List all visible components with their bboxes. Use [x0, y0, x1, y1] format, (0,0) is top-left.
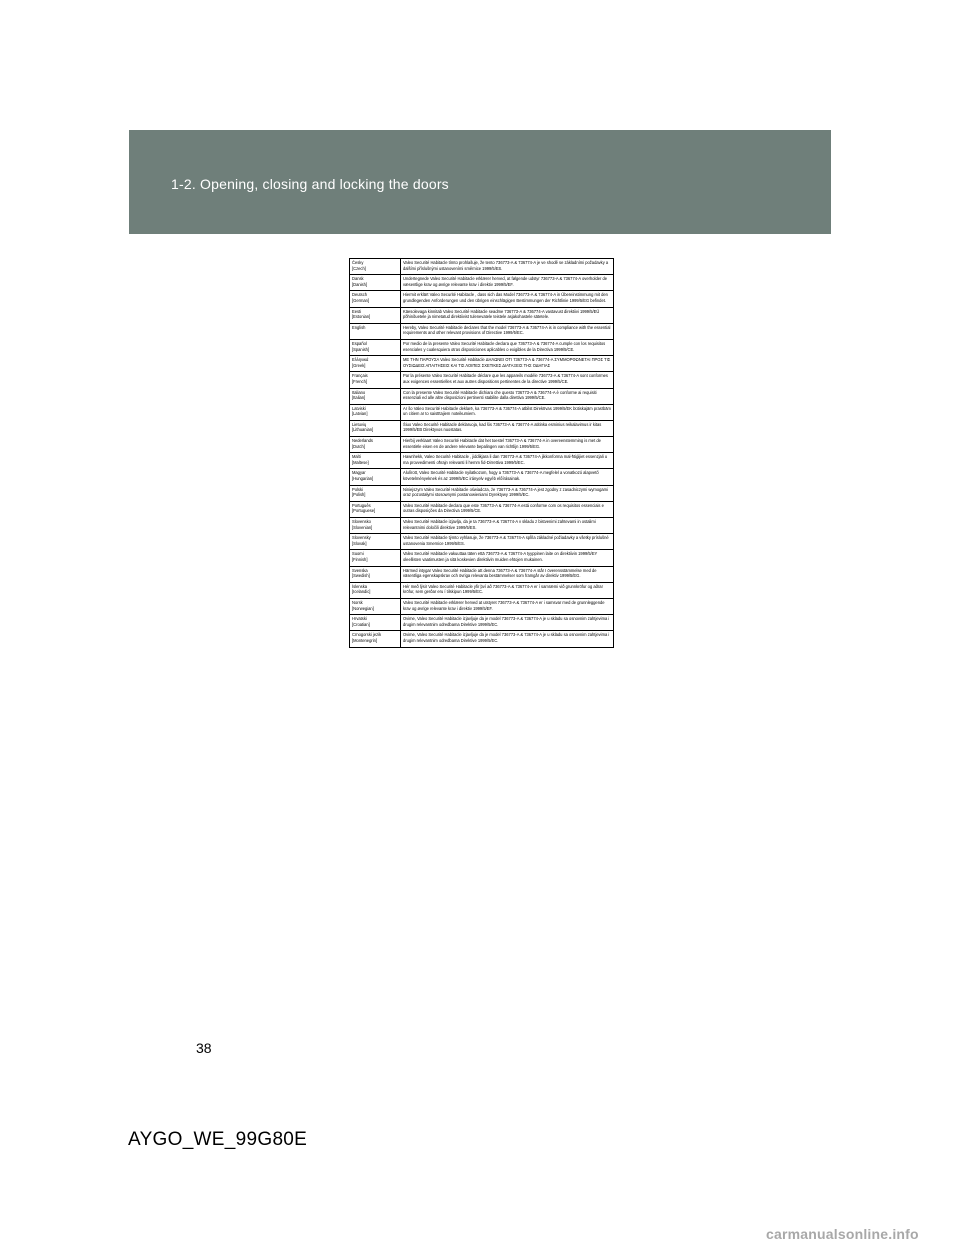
table-row — [350, 518, 614, 534]
language-cell — [350, 420, 401, 436]
table-row — [350, 501, 614, 517]
table-row — [350, 615, 614, 631]
declaration-text: Käesolevaga kinnitab Valeo Securité Habitacle seadme 736773-A & 736774-A vastavust direktiivi 1999/5/EÜ põhinõuetele ja nimetatud direktiivist tulenevatele teistele asjakohastele sätetele. — [401, 307, 614, 323]
language-cell — [350, 291, 401, 307]
language-cell — [350, 550, 401, 566]
table-row — [350, 291, 614, 307]
language-cell — [350, 615, 401, 631]
section-title: 1-2. Opening, closing and locking the doors — [171, 176, 449, 192]
table-row — [350, 259, 614, 275]
language-code: [Montenegrin] — [352, 637, 378, 643]
language-code: [Polish] — [352, 492, 366, 498]
language-code: [Latvian] — [352, 411, 368, 417]
language-code: [Greek] — [352, 362, 366, 368]
language-name: Slovensko — [352, 519, 371, 524]
language-name: Suomi — [352, 551, 364, 557]
page-number: 38 — [196, 1040, 212, 1056]
table-row — [350, 307, 614, 323]
language-code: [Dutch] — [352, 443, 365, 449]
declaration-text: Undertegnede Valeo Securité Habitacle erklærer herved, at følgende udstyr 736773-A & 736774-A overholder de væsentlige krav og øvrige relevante krav i direktiv 1999/5/EF. — [401, 275, 614, 291]
language-name: Eesti — [352, 308, 362, 314]
language-cell — [350, 631, 401, 647]
language-cell — [350, 275, 401, 291]
declaration-text: Šiuo Valeo Securité Habitacle deklaruoja, kad šis 736773-A & 736774-A atitinka esminius reikalavimus ir kitas 1999/5/EB Direktyvos nuostatas. — [401, 420, 614, 436]
language-code: [Italian] — [352, 395, 366, 401]
declaration-text: Par la présente Valeo Securité Habitacle déclare que les appareils modèle 736773-A & 736774-A sont conformes aux exigences essentielles et aux autres dispositions pertinentes de la directive 1999/5/CE. — [401, 372, 614, 388]
language-code: [Czech] — [352, 265, 366, 271]
language-cell — [350, 388, 401, 404]
table-row — [350, 437, 614, 453]
language-code: [Estonian] — [352, 314, 371, 320]
language-name: Svenska — [352, 567, 368, 573]
declaration-text: Valeo Securité Habitacle týmto vyhlasuje, že 736773-A & 736774-A spĺňa základné požiadavky a všetky príslušné ustanovenia Smernice 1999/5/ES. — [401, 534, 614, 550]
watermark: carmanualsonline.info — [766, 1226, 919, 1242]
language-cell — [350, 356, 401, 372]
language-code: [Slovenian] — [352, 524, 373, 530]
language-cell — [350, 259, 401, 275]
declaration-text: Valeo Securité Habitacle declara que este 736773-A & 736774-A está conforme com os requisitos essenciais e outras disposições da Directiva 1999/5/CE. — [401, 501, 614, 517]
language-cell — [350, 307, 401, 323]
language-name: Malti — [352, 454, 361, 460]
language-cell — [350, 323, 401, 339]
language-name: English — [352, 324, 366, 330]
table-row — [350, 631, 614, 647]
declaration-text: Ar šo Valeo Securité Habitacle deklarē, ka 736773-A & 736774-A atbilst Direktīvas 1999/5/EK būtiskajām prasībām un citiem ar to saistītajiem noteikumiem. — [401, 404, 614, 420]
declaration-text: Alulírott, Valeo Securité Habitacle nyilatkozom, hogy a 736773-A & 736774-A megfelel a vonatkozó alapvetõ követelményeknek és az 1999/5/EC irányelv egyéb előírásainak. — [401, 469, 614, 485]
language-cell — [350, 404, 401, 420]
language-cell — [350, 437, 401, 453]
language-code: [Hungarian] — [352, 476, 374, 482]
declaration-text: ΜΕ ΤΗΝ ΠΑΡΟΥΣΑ Valeo Securité Habitacle ΔΗΛΩΝΕΙ ΟΤΙ 736773-A & 736774-A ΣΥΜΜΟΡΦΩΝΕΤΑΙ ΠΡΟΣ ΤΙΣ ΟΥΣΙΩΔΕΙΣ ΑΠΑΙΤΗΣΕΙΣ ΚΑΙ ΤΙΣ ΛΟΙΠΕΣ ΣΧΕΤΙΚΕΣ ΔΙΑΤΑΞΕΙΣ ΤΗΣ ΟΔΗΓΙΑΣ — [401, 356, 614, 372]
language-cell — [350, 582, 401, 598]
language-cell — [350, 469, 401, 485]
language-name: Polski — [352, 486, 363, 492]
declaration-text: Con la presente Valeo Securité Habitacle dichiara che questo 736773-A & 736774-A è conforme ai requisiti essenziali ed alle altre disposizioni pertinenti stabilite dalla direttiva 1999/5/CE. — [401, 388, 614, 404]
table-row — [350, 534, 614, 550]
language-code: [Norwegian] — [352, 605, 374, 611]
language-code: [German] — [352, 297, 370, 303]
declaration-text: Hawnhekk, Valeo Securité Habitacle , jiddikjara li dan 736773-A & 736774-A jikkonforma mal-ħtiġijiet essenzjali u ma provvedimenti oħrajn relevanti li hemm fid-Dirrettiva 1999/5/EC. — [401, 453, 614, 469]
language-name: Lietuvių — [352, 421, 367, 427]
declaration-text: Härmed intygar Valeo Securité Habitacle att denna 736773-A & 736774-A står I överensstämmelse med de väsentliga egenskapskrav och övriga relevanta bestämmelser som framgår av direktiv 1999/5/EG. — [401, 566, 614, 582]
language-name: Slovensky — [352, 535, 371, 541]
language-cell — [350, 598, 401, 614]
language-name: Česky — [352, 260, 364, 265]
declaration-table — [349, 258, 614, 648]
language-code: [French] — [352, 378, 368, 384]
table-row — [350, 453, 614, 469]
language-cell — [350, 534, 401, 550]
declaration-text: Por medio de la presente Valeo Securité Habitacle declara que 736773-A & 736774-A cumple con los requisitos esenciales y cualesquiera otras disposiciones aplicables o exigibles de la Directiva 1999/5/CE. — [401, 339, 614, 355]
table-row — [350, 372, 614, 388]
table-row — [350, 275, 614, 291]
language-name: Español — [352, 340, 367, 346]
language-cell — [350, 518, 401, 534]
language-code: [Icelandic] — [352, 589, 371, 595]
language-name: Crnogorski jezik — [352, 632, 382, 638]
declaration-table-wrapper — [349, 258, 611, 648]
table-row — [350, 404, 614, 420]
language-cell — [350, 501, 401, 517]
language-code: [Danish] — [352, 281, 368, 287]
language-code: [Croatian] — [352, 621, 370, 627]
declaration-text: Ovime, Valeo Securité Habitacle izjavljuje da je model 736773-A & 736774-A je u skladu sa osnovnim zahtjevima i drugim relevantnim odredbama Direktive 1999/5/EC. — [401, 631, 614, 647]
table-row — [350, 323, 614, 339]
language-code: [Spanish] — [352, 346, 370, 352]
language-cell — [350, 453, 401, 469]
language-name: Latviski — [352, 405, 366, 411]
language-name: Íslenska — [352, 583, 368, 589]
language-cell — [350, 485, 401, 501]
language-cell — [350, 339, 401, 355]
language-code: [Lithuanian] — [352, 427, 374, 433]
table-row — [350, 339, 614, 355]
table-row — [350, 582, 614, 598]
language-code: [Swedish] — [352, 573, 370, 579]
table-row — [350, 356, 614, 372]
declaration-text: Valeo Securité Habitacle erklærer herved at utstyret 736773-A & 736774-A er i samsvar med de grunnleggende krav og øvrige relevante krav i direktiv 1999/5/EF. — [401, 598, 614, 614]
table-row — [350, 598, 614, 614]
table-row — [350, 485, 614, 501]
language-name: Norsk — [352, 599, 363, 605]
declaration-text: Hiermit erklärt Valeo Securité Habitacle , dass sich das Model 736773-A & 736774-A in Übereinstimmung mit den grundlegenden Anforderungen und den übrigen einschlägigen Bestimmungen der Richtlinie 1999/5/EG befindet. — [401, 291, 614, 307]
declaration-table-body — [350, 259, 614, 648]
language-name: Dansk — [352, 276, 364, 282]
language-name: Italiano — [352, 389, 366, 395]
declaration-text: Valeo Securité Habitacle tímto prohlašuje, že tento 736773-A & 736774-A je ve shodě se základními požadavky a dalšími příslušnými ustanoveními směrnice 1999/5/ES. — [401, 259, 614, 275]
language-name: Hrvatski — [352, 616, 367, 622]
table-row — [350, 566, 614, 582]
language-name: Ελληνικά — [352, 357, 369, 363]
language-name: Magyar — [352, 470, 366, 476]
table-row — [350, 550, 614, 566]
declaration-text: Hereby, Valeo Securité Habitacle declares that the model 736773-A & 736774-A is in compliance with the essential requirements and other relevant provisions of Directive 1999/5/EC. — [401, 323, 614, 339]
declaration-text: Hierbij verklaart Valeo Securité Habitacle dat het toestel 736773-A & 736774-A in overeenstemming is met de essentiële eisen en de andere relevante bepalingen van richtlijn 1999/5/EG. — [401, 437, 614, 453]
table-row — [350, 388, 614, 404]
language-cell — [350, 372, 401, 388]
language-code: [Portuguese] — [352, 508, 376, 514]
declaration-text: Hér með lýsir Valeo Securité Habitacle yfir því að 736773-A & 736774-A er í samræmi við grunnkröfur og aðrar kröfur, sem gerðar eru í tilskipun 1999/5/EC. — [401, 582, 614, 598]
language-name: Deutsch — [352, 292, 368, 298]
language-cell — [350, 566, 401, 582]
declaration-text: Valeo Securité Habitacle izjavlja, da je ta 736773-A & 736774-A v skladu z bistvenimi zahtevami in ostalimi relevantnimi določili direktive 1999/5/ES. — [401, 518, 614, 534]
language-code: [Maltese] — [352, 459, 369, 465]
language-code: [Finnish] — [352, 556, 368, 562]
table-row — [350, 420, 614, 436]
language-name: Nederlands — [352, 438, 373, 444]
document-code: AYGO_WE_99G80E — [128, 1129, 308, 1150]
table-row — [350, 469, 614, 485]
language-name: Français — [352, 373, 368, 379]
language-code: [Slovak] — [352, 540, 367, 546]
declaration-text: Ovime, Valeo Securité Habitacle izjavljuje da je model 736773-A & 736774-A je u skladu sa osnovnim zahtjevima i drugim relevantnim odredbama Direktive 1999/5/EC. — [401, 615, 614, 631]
declaration-text: Niniejszym Valeo Securité Habitacle oświadcza, że 736773-A & 736774-A jest zgodny z zasadniczymi wymogami oraz pozostałymi stosownymi postanowieniami Dyrektywy 1999/5/EC. — [401, 485, 614, 501]
declaration-text: Valeo Securité Habitacle vakuuttaa täten että 736773-A & 736774-A tyyppinen laite on direktiivin 1999/5/EY oleellisten vaatimusten ja sitä koskevien direktiivin muiden ehtojen mukainen. — [401, 550, 614, 566]
language-name: Português — [352, 502, 371, 508]
